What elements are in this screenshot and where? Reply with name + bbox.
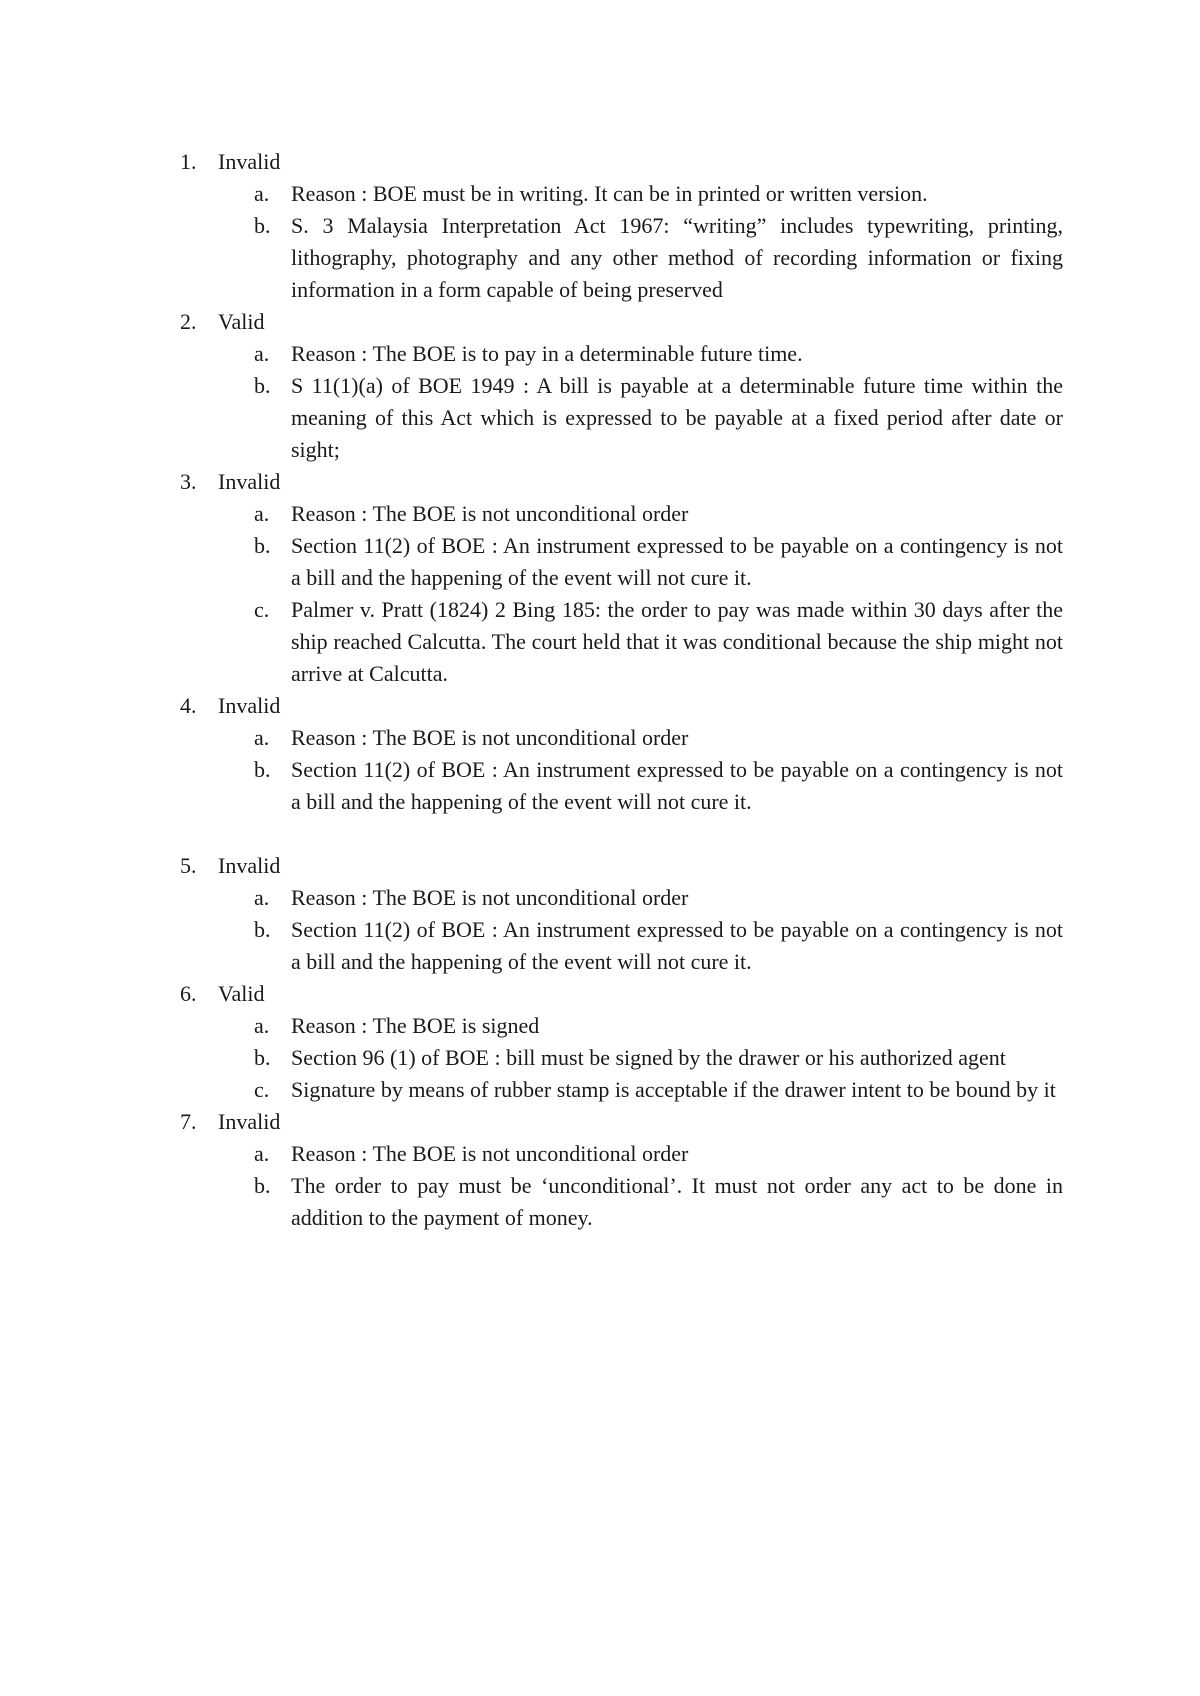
sub-item [0,370,1200,466]
list-item-3 [0,466,1200,690]
sub-item [0,178,1200,210]
sub-item [0,882,1200,914]
sub-item-letter: b. [254,917,271,942]
sub-item-text: Reason : BOE must be in writing. It can be in printed or written version. [291,181,928,206]
list-item-6 [0,978,1200,1106]
sub-item-letter: a. [254,1141,270,1166]
sub-item-letter: c. [254,1077,270,1102]
sub-item-text: Signature by means of rubber stamp is acceptable if the drawer intent to be bound by it [291,1077,1056,1102]
sub-item-text: S 11(1)(a) of BOE 1949 : A bill is payable at a determinable future time within the meaning of this Act which is expressed to be payable at a fixed period after date or sight; [291,373,1063,462]
sub-item [0,1138,1200,1170]
sub-item [0,498,1200,530]
item-number: 6. [180,981,197,1006]
sub-item-letter: a. [254,1013,270,1038]
sub-item-text: Reason : The BOE is not unconditional order [291,725,689,750]
sub-item-letter: b. [254,373,271,398]
sub-item-letter: b. [254,533,271,558]
sub-item-letter: b. [254,1173,271,1198]
list-item-7 [0,1106,1200,1234]
sub-item-letter: a. [254,501,270,526]
sub-item [0,594,1200,690]
sub-item [0,1042,1200,1074]
item-status: Invalid [218,469,281,494]
list-item-1 [0,146,1200,306]
item-number: 7. [180,1109,197,1134]
sub-item-text: Reason : The BOE is signed [291,1013,540,1038]
sub-item-letter: b. [254,213,271,238]
sub-item-letter: b. [254,757,271,782]
list-item-4 [0,690,1200,818]
sub-item [0,722,1200,754]
item-number: 2. [180,309,197,334]
item-status: Valid [218,309,265,334]
item-number: 3. [180,469,197,494]
document-page [0,146,1200,1234]
item-status: Invalid [218,1109,281,1134]
sub-item-text: S. 3 Malaysia Interpretation Act 1967: “writing” includes typewriting, printing, lithography, photography and any other method of recording information or fixing information in a form capable of being preserved [291,213,1063,302]
item-number: 4. [180,693,197,718]
sub-item [0,1170,1200,1234]
sub-item-text: Reason : The BOE is not unconditional order [291,501,689,526]
sub-item-letter: a. [254,885,270,910]
sub-item [0,1074,1200,1106]
sub-item-letter: c. [254,597,270,622]
sub-item-letter: a. [254,725,270,750]
blank-line [0,818,1200,850]
item-number: 1. [180,149,197,174]
list-item-2 [0,306,1200,466]
sub-item-text: Reason : The BOE is not unconditional order [291,1141,689,1166]
sub-item-text: Section 96 (1) of BOE : bill must be signed by the drawer or his authorized agent [291,1045,1006,1070]
sub-item-text: Section 11(2) of BOE : An instrument expressed to be payable on a contingency is not a bill and the happening of the event will not cure it. [291,757,1063,814]
sub-item [0,754,1200,818]
sub-item-text: The order to pay must be ‘unconditional’. It must not order any act to be done in addition to the payment of money. [291,1173,1063,1230]
sub-item-letter: a. [254,341,270,366]
sub-item-text: Section 11(2) of BOE : An instrument expressed to be payable on a contingency is not a bill and the happening of the event will not cure it. [291,917,1063,974]
sub-item [0,530,1200,594]
item-status: Invalid [218,853,281,878]
item-status: Invalid [218,693,281,718]
sub-item-text: Reason : The BOE is to pay in a determinable future time. [291,341,803,366]
item-number: 5. [180,853,197,878]
sub-item [0,914,1200,978]
item-status: Invalid [218,149,281,174]
sub-item-text: Reason : The BOE is not unconditional order [291,885,689,910]
sub-item-text: Section 11(2) of BOE : An instrument expressed to be payable on a contingency is not a bill and the happening of the event will not cure it. [291,533,1063,590]
sub-item-letter: b. [254,1045,271,1070]
sub-item-letter: a. [254,181,270,206]
list-item-5 [0,850,1200,978]
sub-item [0,338,1200,370]
sub-item-text: Palmer v. Pratt (1824) 2 Bing 185: the order to pay was made within 30 days after the ship reached Calcutta. The court held that it was conditional because the ship might not arrive at Calcutta. [291,597,1063,686]
sub-item [0,1010,1200,1042]
item-status: Valid [218,981,265,1006]
sub-item [0,210,1200,306]
